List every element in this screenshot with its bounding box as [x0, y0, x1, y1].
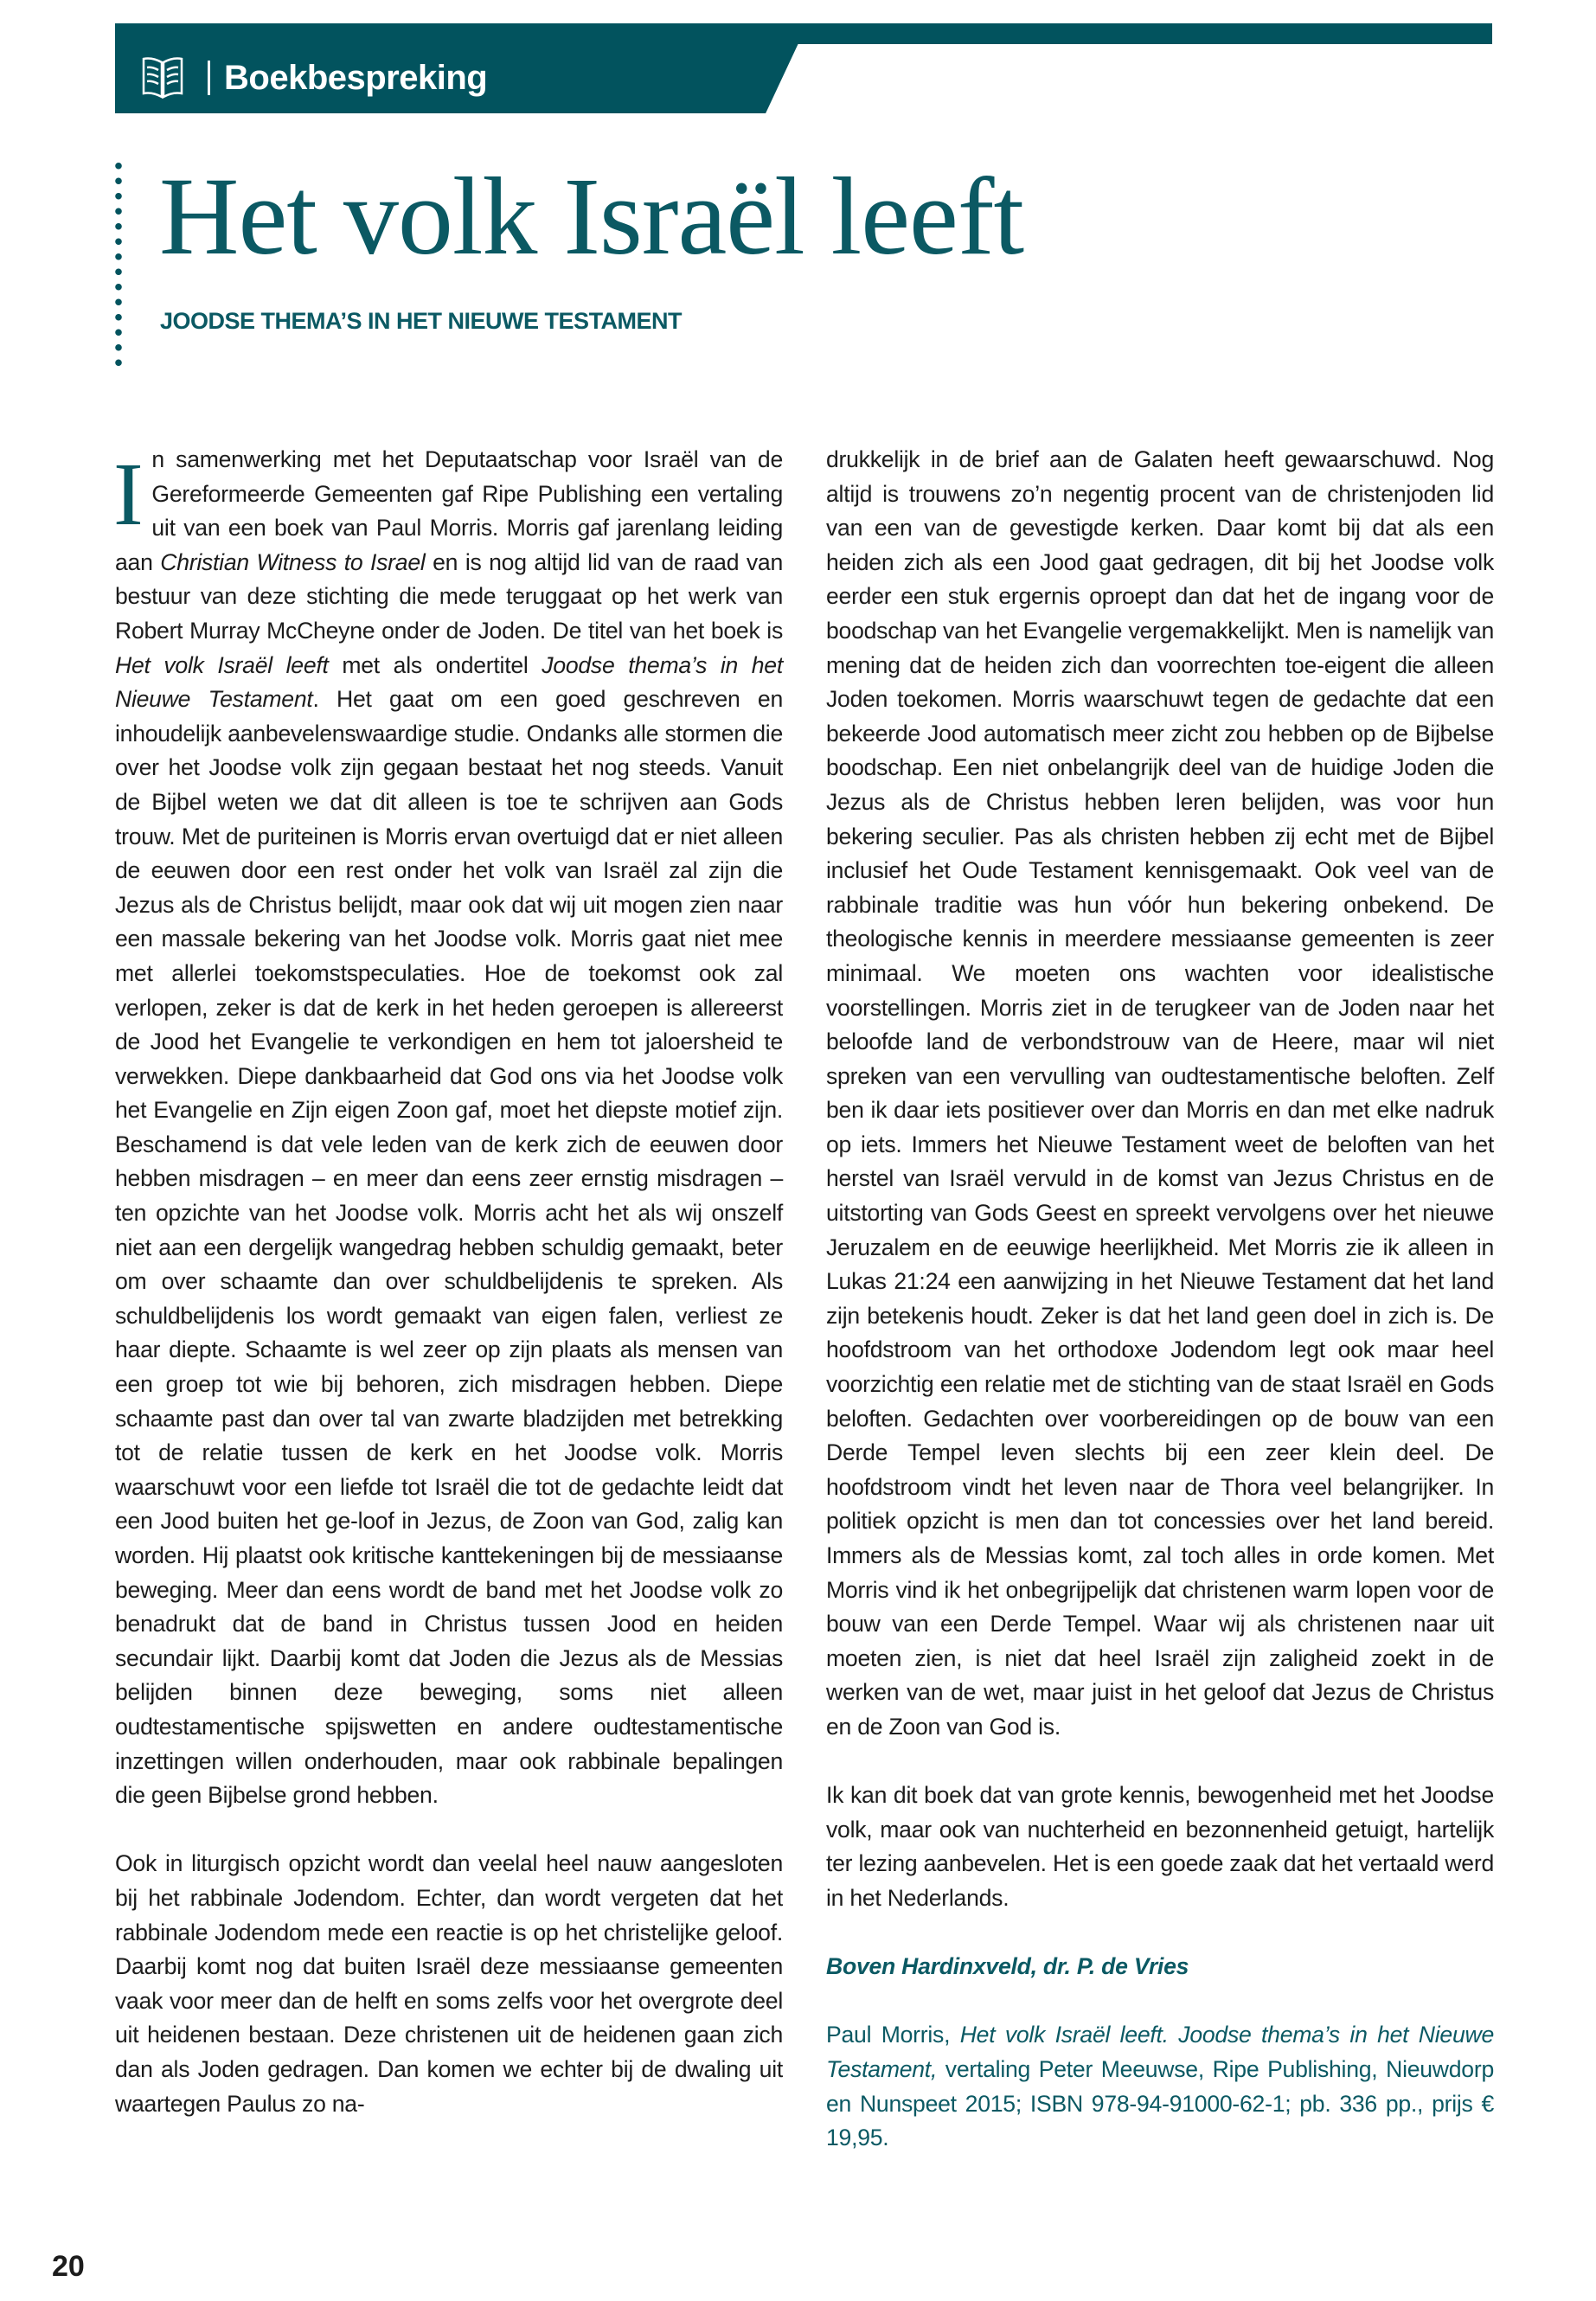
italic-text: Christian Witness to Israel: [160, 548, 426, 575]
text-run: vertaling Peter Meeuwse, Ripe Publishing, Nieuwdorp en Nunspeet 2015; ISBN 978-94-91000-62-1; pb. 336 pp., prijs € 19,95.: [826, 2055, 1494, 2151]
header-band: [115, 23, 1492, 44]
book-citation: [826, 2018, 1494, 2155]
author-signature: Boven Hardinxveld, dr. P. de Vries: [826, 1953, 1189, 1980]
open-book-icon: [137, 52, 189, 104]
text-run: drukkelijk in de brief aan de Galaten heeft gewaarschuwd. Nog altijd is trouwens zo’n negentig procent van de christenjoden lid van een van de gevestigde kerken. Daar komt bij dat als een heiden zich als een Jood gaat gedragen, dit bij het Joodse volk eerder een stuk ergernis oproept dan dat het de ingang voor de boodschap van het Evangelie vergemakkelijkt. Men is namelijk van mening dat de heiden zich dan voorrechten toe-eigent die alleen Joden toekomen. Morris waarschuwt tegen de gedachte dat een bekeerde Jood automatisch meer zicht zou hebben op de Bijbelse boodschap. Een niet onbelangrijk deel van de huidige Joden die Jezus als de Christus hebben leren belijden, was voor hun bekering seculier. Pas als christen hebben zij echt met de Bijbel inclusief het Oude Testament kennisgemaakt. Ook veel van de rabbinale traditie was hun vóór hun bekering onbekend. De theologische kennis in meerdere messiaanse gemeenten is zeer minimaal. We moeten ons wachten voor idealistische voorstellingen. Morris ziet in de terugkeer van de Joden naar het beloofde land de verbondstrouw van de Heere, maar wil niet spreken van een vervulling van oudtestamentische beloften. Zelf ben ik daar iets positiever over dan Morris en dan met elke nadruk op iets. Immers het Nieuwe Testament weet de beloften van het herstel van Israël vervuld in de komst van Jezus Christus en de uitstorting van Gods Geest en spreekt vervolgens over het nieuwe Jeruzalem en de eeuwige heerlijkheid. Met Morris zie ik alleen in Lukas 21:24 een aanwijzing in het Nieuwe Testament dat het land zijn betekenis houdt. Zeker is dat het land geen doel in zich is. De hoofdstroom van het orthodoxe Jodendom legt ook maar heel voorzichtig een relatie met de stichting van de staat Israël en Gods beloften. Gedachten over voorbereidingen op de bouw van een Derde Tempel leven slechts bij een zeer klein deel. De hoofdstroom vindt het leven naar de Thora veel belangrijker. In politiek opzicht is men dan tot concessies over het land bereid. Immers als de Messias komt, zal toch alles in orde komen. Met Morris vind ik het onbegrijpelijk dat christenen warm lopen voor de bouw van een Derde Tempel. Waar wij als christenen naar uit moeten zien, is niet dat heel Israël zijn zaligheid zoekt in de werken van de wet, maar juist in het geloof dat Jezus de Christus en de Zoon van God is.: [826, 446, 1494, 1740]
article-title: Het volk Israël leeft: [159, 155, 1023, 278]
text-run: met als ondertitel: [328, 651, 542, 678]
text-run: en is nog altijd lid van de raad van bestuur van deze stichting die mede teruggaat op het werk van Robert Murray McCheyne onder de Joden. De titel van het boek is: [115, 548, 783, 644]
italic-text: Het volk Israël leeft: [115, 651, 329, 678]
separator: [208, 61, 210, 95]
paragraph-4: [826, 1779, 1494, 1915]
section-name: Boekbespreking: [224, 58, 488, 97]
text-run: n samenwerking met het Deputaatschap voor Israël van de Gereformeerde Gemeenten gaf Ripe Publishing een vertaling uit van een boek van Paul Morris. Morris gaf jarenlang leiding aan: [115, 446, 783, 575]
text-run: Ook in liturgisch opzicht wordt dan veelal heel nauw aangesloten bij het rabbinale Jodendom. Echter, dan wordt vergeten dat het rabbinale Jodendom mede een reactie is op het christelijke geloof. Daarbij komt nog dat buiten Israël deze messiaanse gemeenten vaak voor meer dan de helft en soms zelfs voor het overgrote deel uit heidenen bestaan. Deze christenen uit de heidenen gaan zich dan als Joden gedragen. Dan komen we echter bij de dwaling uit waartegen Paulus zo na-: [115, 1850, 783, 2117]
section-label: [137, 48, 487, 108]
drop-cap: I: [113, 445, 144, 544]
text-run: . Het gaat om een goed geschreven en inhoudelijk aanbevelenswaardige studie. Ondanks alle stormen die over het Joodse volk zijn gegaan bestaat het nog steeds. Vanuit de Bijbel weten we dat dit alleen is toe te schrijven aan Gods trouw. Met de puriteinen is Morris ervan overtuigd dat er niet alleen de eeuwen door een rest onder het volk van Israël zal zijn die Jezus als de Christus belijdt, maar ook dat wij uit mogen zien naar een massale bekering van het Joodse volk. Morris gaat niet mee met allerlei toekomstspeculaties. Hoe de toekomst ook zal verlopen, zeker is dat de kerk in het heden geroepen is allereerst de Jood het Evangelie te verkondigen en hem tot jaloersheid te verwekken. Diepe dankbaarheid dat God ons via het Joodse volk het Evangelie en Zijn eigen Zoon gaf, moet het diepste motief zijn. Beschamend is dat vele leden van de kerk zich de eeuwen door hebben misdragen – en meer dan eens zeer ernstig misdragen – ten opzichte van het Joodse volk. Morris acht het als wij onszelf niet aan een dergelijk wangedrag hebben schuldig gemaakt, beter om over schaamte dan over schuldbelijdenis te spreken. Als schuldbelijdenis los wordt gemaakt van eigen falen, verliest ze haar diepte. Schaamte is wel zeer op zijn plaats als mensen van een groep tot wie bij behoren, zich misdragen hebben. Diepe schaamte past dan over tal van zwarte bladzijden met betrekking tot de relatie tussen de kerk en het Joodse volk. Morris waarschuwt voor een liefde tot Israël die tot de gedachte leidt dat een Jood buiten het ge-loof in Jezus, de Zoon van God, zalig kan worden. Hij plaatst ook kritische kanttekeningen bij de messiaanse beweging. Meer dan eens wordt de band met het Joodse volk zo benadrukt dat de band in Christus tussen Jood en heiden secundair lijkt. Daarbij komt dat Joden die Jezus als de Messias belijden binnen deze beweging, soms niet alleen oudtestamentische spijswetten en andere oudtestamentische inzettingen willen onderhouden, maar ook rabbinale bepalingen die geen Bijbelse grond hebben.: [115, 686, 783, 1809]
left-column: [115, 443, 783, 2156]
text-run: Paul Morris,: [826, 2022, 960, 2048]
italic-text: Het volk Israël leeft. Joodse thema’s in het Nieuwe Testament,: [826, 2022, 1494, 2082]
text-run: Ik kan dit boek dat van grote kennis, bewogenheid met het Joodse volk, maar ook van nuchterheid en bezonnenheid getuigt, hartelijk ter lezing aanbevelen. Het is een goede zaak dat het vertaald werd in het Nederlands.: [826, 1782, 1494, 1911]
paragraph-3: [826, 443, 1494, 1745]
paragraph-2: [115, 1847, 783, 2121]
dotted-rule: [115, 158, 122, 366]
right-column: [826, 443, 1494, 2189]
paragraph-1: [115, 443, 783, 1813]
page-number: 20: [52, 2250, 85, 2283]
italic-text: Joodse thema’s in het Nieuwe Testament: [115, 651, 783, 713]
article-subtitle: JOODSE THEMA’S IN HET NIEUWE TESTAMENT: [160, 308, 683, 334]
